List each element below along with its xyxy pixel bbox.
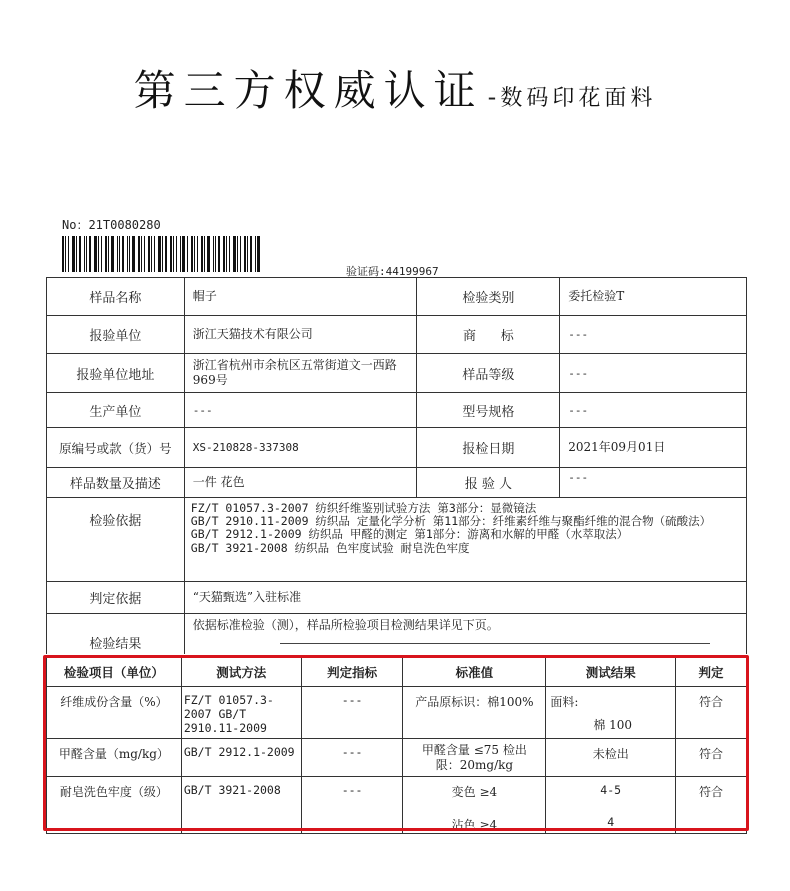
page-headline	[0, 58, 790, 118]
title-dash: -	[487, 83, 497, 111]
grade: ---	[560, 354, 747, 393]
barcode-bar	[141, 236, 142, 272]
barcode-bar	[255, 236, 256, 272]
verify-code: 验证码:44199967	[346, 265, 439, 278]
barcode-bar	[182, 236, 185, 272]
result-line: 4-5	[600, 783, 622, 797]
index-value: ---	[301, 739, 403, 777]
col-header-verdict: 判定	[676, 658, 747, 687]
barcode-bar	[76, 236, 77, 272]
barcode-bar	[213, 236, 214, 272]
barcode-bar	[94, 236, 97, 272]
barcode-bar	[173, 236, 174, 272]
test-method: FZ/T 01057.3-2007 GB/T 2910.11-2009	[181, 687, 301, 739]
basis-line: GB/T 2910.11-2009 纺织品 定量化学分析 第11部分：纤维素纤维与聚酯纤维的混合物（硫酸法）	[190, 514, 712, 529]
date-label: 报检日期	[417, 428, 560, 468]
brand-label: 商 标	[417, 316, 560, 354]
divider-line	[280, 643, 710, 644]
barcode-bar	[84, 236, 85, 272]
col-header-method: 测试方法	[181, 658, 301, 687]
barcode-bar	[187, 236, 188, 272]
result-line: 棉 100	[593, 718, 633, 732]
verdict: 符合	[676, 777, 747, 834]
test-method: GB/T 2912.1-2009	[181, 739, 301, 777]
barcode-bar	[218, 236, 220, 272]
barcode-bar	[119, 236, 120, 272]
highlight-box	[43, 655, 749, 831]
submit-unit: 浙江天猫技术有限公司	[184, 316, 417, 354]
barcode-bar	[154, 236, 155, 272]
judge-basis: “天猫甄选”入驻标准	[184, 582, 746, 614]
verdict: 符合	[676, 687, 747, 739]
result-line: 面料:	[550, 695, 579, 709]
result-summary: 依据标准检验（测），样品所检验项目检测结果详见下页。	[184, 614, 746, 654]
basis-line: GB/T 3921-2008 纺织品 色牢度试验 耐皂洗色牢度	[190, 540, 470, 555]
basis-line: GB/T 2912.1-2009 纺织品 甲醛的测定 第1部分：游离和水解的甲醛（水萃取法）	[190, 527, 629, 542]
barcode-bar	[201, 236, 203, 272]
index-value: ---	[301, 777, 403, 834]
judge-basis-label: 判定依据	[47, 582, 185, 614]
model: ---	[560, 393, 747, 428]
barcode-bar	[122, 236, 124, 272]
barcode-bar	[197, 236, 198, 272]
grade-label: 样品等级	[417, 354, 560, 393]
barcode-bar	[207, 236, 210, 272]
barcode-bar	[89, 236, 91, 272]
item-name: 甲醛含量（mg/kg）	[47, 739, 182, 777]
barcode-bar	[98, 236, 99, 272]
page-title: 第三方权威认证	[133, 66, 484, 115]
verdict: 符合	[676, 739, 747, 777]
col-header-item: 检验项目（单位）	[47, 658, 182, 687]
barcode-bar	[129, 236, 130, 272]
standard-value: 产品原标识：棉100%	[403, 687, 546, 739]
barcode-bar	[215, 236, 216, 272]
inspector-label: 报 验 人	[417, 468, 560, 498]
barcode-bar	[162, 236, 163, 272]
standard-value: 甲醛含量 ≤75 检出限：20mg/kg	[403, 739, 546, 777]
barcode-bar	[65, 236, 66, 272]
model-label: 型号规格	[417, 393, 560, 428]
barcode-bar	[117, 236, 118, 272]
basis-list	[184, 498, 746, 582]
barcode-bar	[191, 236, 193, 272]
col-header-index: 判定指标	[301, 658, 403, 687]
barcode-bar	[176, 236, 177, 272]
info-table	[46, 277, 747, 654]
barcode-bar	[86, 236, 87, 272]
barcode-bar	[101, 236, 102, 272]
address-label: 报验单位地址	[47, 354, 185, 393]
barcode-bar	[250, 236, 252, 272]
brand: ---	[560, 316, 747, 354]
barcode-bar	[229, 236, 230, 272]
test-type-label: 检验类别	[417, 278, 560, 316]
barcode-bar	[226, 236, 227, 272]
qty: 一件 花色	[184, 468, 417, 498]
barcode-bar	[62, 236, 64, 272]
barcode-bar	[237, 236, 238, 272]
basis-line: FZ/T 01057.3-2007 纺织纤维鉴别试验方法 第3部分：显微镜法	[190, 501, 537, 515]
barcode-bar	[244, 236, 246, 272]
barcode-bar	[194, 236, 195, 272]
barcode-bar	[138, 236, 140, 272]
col-header-result: 测试结果	[546, 658, 676, 687]
sample-name-label: 样品名称	[47, 278, 185, 316]
producer: ---	[184, 393, 417, 428]
barcode-bar	[151, 236, 152, 272]
barcode-bar	[127, 236, 128, 272]
barcode-bar	[111, 236, 114, 272]
barcode-bar	[170, 236, 172, 272]
barcode	[62, 236, 268, 272]
basis-label: 检验依据	[47, 498, 185, 582]
barcode-bar	[132, 236, 135, 272]
report-date: 2021年09月01日	[560, 428, 747, 468]
qty-label: 样品数量及描述	[47, 468, 185, 498]
standard-line: 沾色 ≥4	[451, 818, 498, 832]
page-subtitle: 数码印花面料	[500, 86, 657, 111]
test-type: 委托检验T	[560, 278, 747, 316]
producer-label: 生产单位	[47, 393, 185, 428]
barcode-bar	[68, 236, 69, 272]
inspector: ---	[560, 468, 747, 498]
test-result: 未检出	[546, 739, 676, 777]
barcode-bar	[240, 236, 241, 272]
barcode-bar	[223, 236, 225, 272]
barcode-bar	[257, 236, 260, 272]
result-label: 检验结果	[47, 614, 185, 654]
orig-no-label: 原编号或款（货）号	[47, 428, 185, 468]
item-name: 耐皂洗色牢度（级）	[47, 777, 182, 834]
test-method: GB/T 3921-2008	[181, 777, 301, 834]
barcode-bar	[165, 236, 167, 272]
index-value: ---	[301, 687, 403, 739]
barcode-bar	[148, 236, 150, 272]
barcode-bar	[247, 236, 248, 272]
barcode-bar	[105, 236, 107, 272]
barcode-bar	[72, 236, 75, 272]
barcode-bar	[204, 236, 205, 272]
address: 浙江省杭州市余杭区五常街道文一西路969号	[184, 354, 417, 393]
barcode-bar	[180, 236, 181, 272]
item-name: 纤维成份含量（%）	[47, 687, 182, 739]
result-line: 4	[607, 815, 615, 829]
report-number: No：21T0080280	[62, 218, 161, 232]
barcode-bar	[158, 236, 161, 272]
barcode-bar	[79, 236, 81, 272]
standard-line: 变色 ≥4	[451, 785, 498, 799]
orig-no: XS-210828-337308	[184, 428, 417, 468]
submit-unit-label: 报验单位	[47, 316, 185, 354]
barcode-bar	[233, 236, 236, 272]
col-header-standard: 标准值	[403, 658, 546, 687]
sample-name: 帽子	[184, 278, 417, 316]
barcode-bar	[108, 236, 109, 272]
barcode-bar	[144, 236, 145, 272]
